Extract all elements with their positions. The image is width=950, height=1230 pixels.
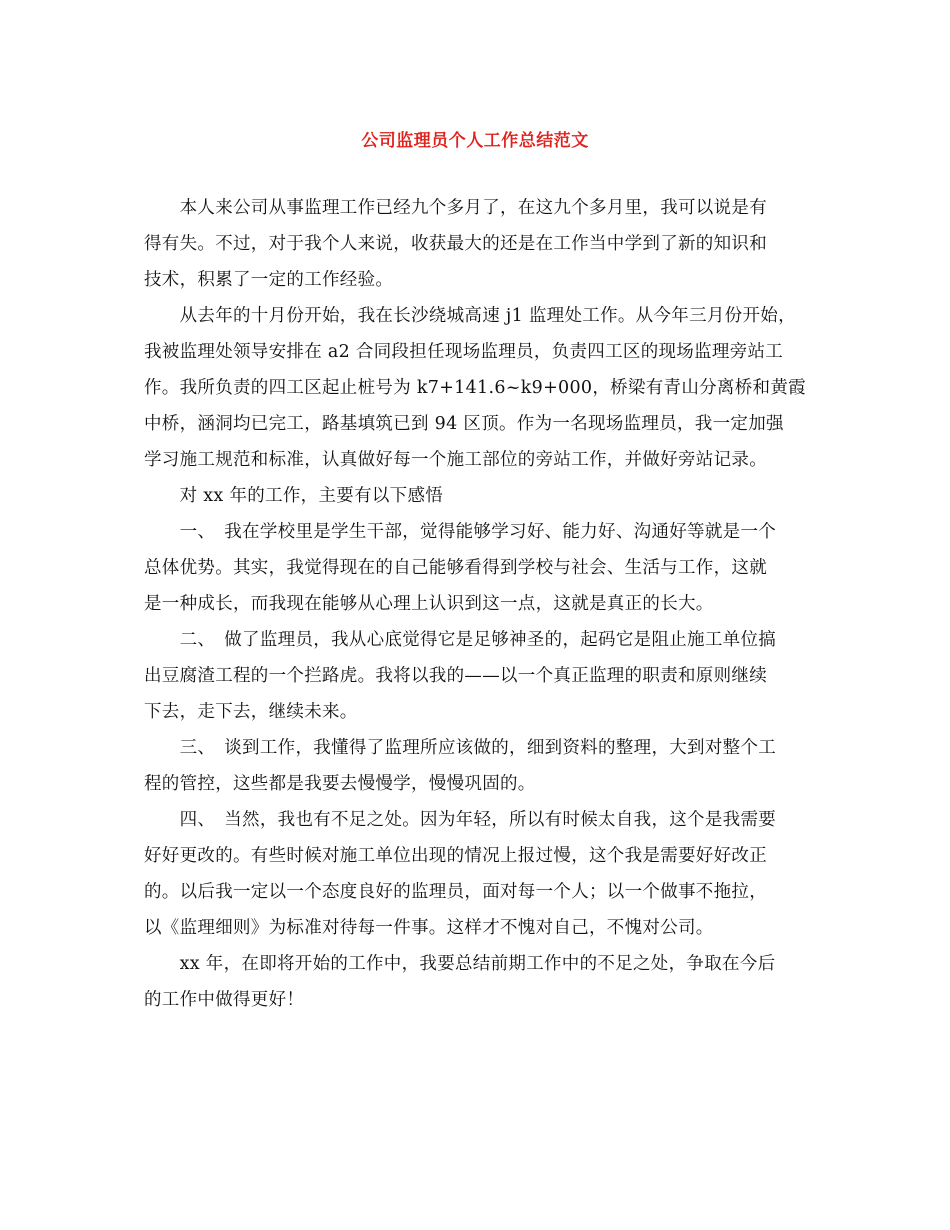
document-title: 公司监理员个人工作总结范文 bbox=[361, 131, 589, 151]
body-line: 出豆腐渣工程的一个拦路虎。我将以我的——以一个真正监理的职责和原则继续 bbox=[144, 666, 767, 686]
body-line: 一、 我在学校里是学生干部，觉得能够学习好、能力好、沟通好等就是一个 bbox=[144, 522, 777, 542]
body-line: 中桥，涵洞均已完工，路基填筑已到 94 区顶。作为一名现场监理员，我一定加强 bbox=[144, 414, 784, 434]
body-line: 好好更改的。有些时候对施工单位出现的情况上报过慢，这个我是需要好好改正 bbox=[144, 846, 767, 866]
body-line: 四、 当然，我也有不足之处。因为年轻，所以有时候太自我，这个是我需要 bbox=[144, 810, 777, 830]
body-line: 的。以后我一定以一个态度良好的监理员，面对每一个人；以一个做事不拖拉， bbox=[144, 882, 767, 902]
body-line: xx 年，在即将开始的工作中，我要总结前期工作中的不足之处，争取在今后 bbox=[144, 954, 776, 974]
body-line: 三、 谈到工作，我懂得了监理所应该做的，细到资料的整理，大到对整个工 bbox=[144, 738, 777, 758]
body-line: 二、 做了监理员，我从心底觉得它是足够神圣的，起码它是阻止施工单位搞 bbox=[144, 630, 777, 650]
body-line: 对 xx 年的工作，主要有以下感悟 bbox=[144, 486, 444, 506]
body-line: 下去，走下去，继续未来。 bbox=[144, 702, 358, 722]
body-line: 学习施工规范和标准，认真做好每一个施工部位的旁站工作，并做好旁站记录。 bbox=[144, 450, 767, 470]
body-line: 作。我所负责的四工区起止桩号为 k7+141.6~k9+000，桥梁有青山分离桥和黄霞 bbox=[144, 378, 806, 398]
body-line: 从去年的十月份开始，我在长沙绕城高速 j1 监理处工作。从今年三月份开始， bbox=[144, 306, 796, 326]
body-line: 本人来公司从事监理工作已经九个多月了，在这九个多月里，我可以说是有 bbox=[144, 198, 767, 218]
body-line: 的工作中做得更好！ bbox=[144, 990, 305, 1010]
body-line: 以《监理细则》为标准对待每一件事。这样才不愧对自己，不愧对公司。 bbox=[144, 918, 714, 938]
body-line: 程的管控，这些都是我要去慢慢学，慢慢巩固的。 bbox=[144, 774, 536, 794]
body-line: 总体优势。其实，我觉得现在的自己能够看得到学校与社会、生活与工作，这就 bbox=[144, 558, 767, 578]
body-line: 技术，积累了一定的工作经验。 bbox=[144, 270, 394, 290]
body-line: 我被监理处领导安排在 a2 合同段担任现场监理员，负责四工区的现场监理旁站工 bbox=[144, 342, 784, 362]
body-line: 是一种成长，而我现在能够从心理上认识到这一点，这就是真正的长大。 bbox=[144, 594, 714, 614]
body-line: 得有失。不过，对于我个人来说，收获最大的还是在工作当中学到了新的知识和 bbox=[144, 234, 767, 254]
